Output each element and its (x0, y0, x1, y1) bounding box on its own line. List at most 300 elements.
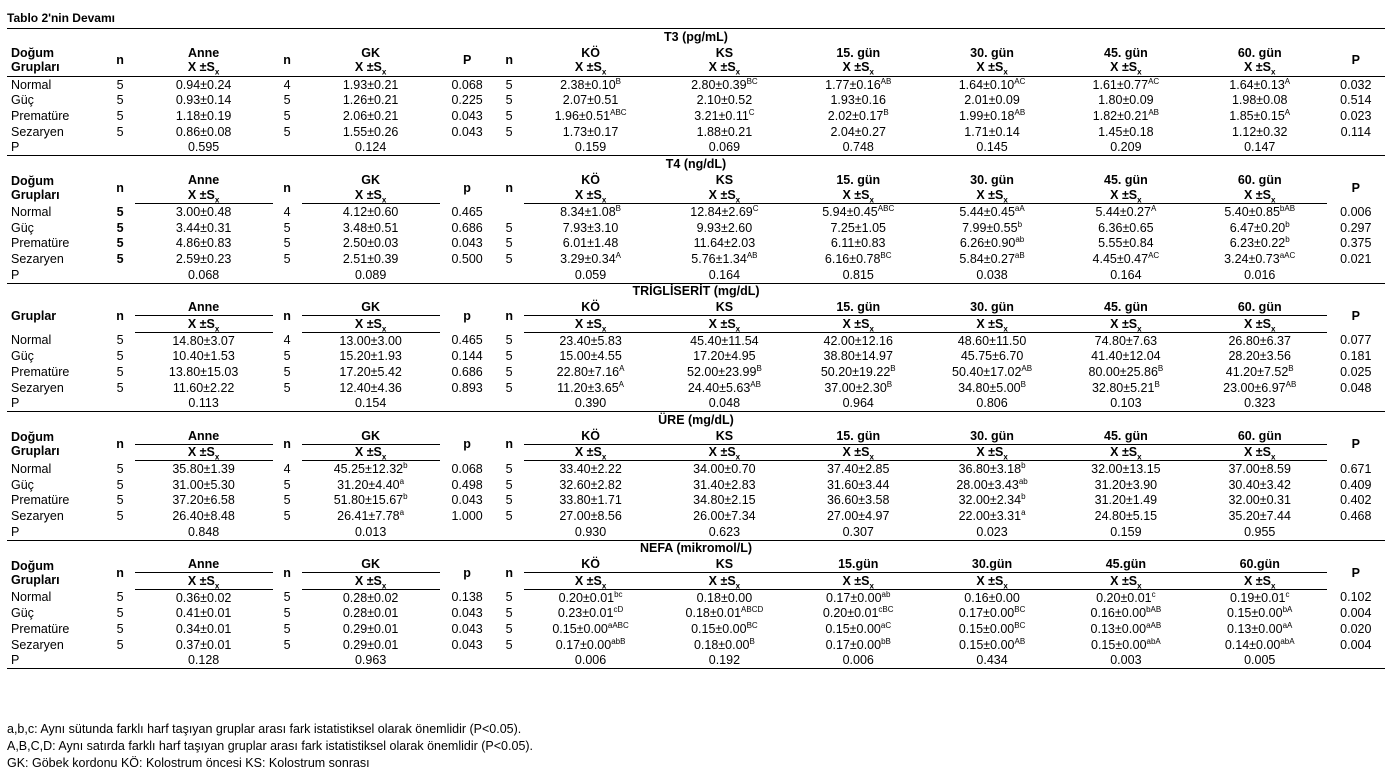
column-header: KÖ (524, 556, 658, 572)
table-cell: 1.93±0.16 (830, 93, 886, 108)
column-header: 30. gün (970, 172, 1014, 187)
table-cell: 0.181 (1340, 349, 1372, 364)
table-cell (495, 139, 524, 155)
table-cell: $23.00\pm 6.97^{AB}$ (1223, 379, 1297, 395)
table-cell: 5 (505, 477, 513, 492)
table-cell: 6.26±0.90$^{ab}$ (959, 235, 1025, 251)
table-cell: $32.80\pm 5.21^B$ (1091, 379, 1160, 395)
column-header: KÖ (524, 428, 658, 444)
table-cell: 5 (283, 349, 291, 364)
section-title-row (7, 283, 1385, 299)
table-cell: 0.595 (187, 140, 220, 155)
table-cell: 0.297 (1340, 220, 1372, 235)
column-header: 45. gün (1104, 172, 1148, 187)
table-row (7, 251, 1385, 267)
xsx-header: $X \pm S_x$ (135, 316, 273, 333)
table-row (7, 220, 1385, 236)
table-cell: 17.20±4.95 (693, 349, 756, 364)
row-label: P (11, 267, 20, 282)
row-label: Normal (11, 461, 52, 476)
table-cell: 1.26±0.21 (342, 93, 399, 108)
table-cell: $22.80\pm 7.16^A$ (556, 363, 625, 379)
table-cell: 0.34±0.01 (175, 621, 232, 636)
table-cell: $0.15\pm 0.00^{aC}$ (825, 620, 892, 636)
row-label: P (11, 396, 20, 411)
table-cell: 0.020 (1340, 621, 1372, 636)
table-row (7, 461, 1385, 477)
table-cell: $5.94\pm 0.45^{ABC}$ (822, 203, 895, 220)
section-title-row (7, 412, 1385, 428)
table-cell: $3.29\pm 0.34^A$ (560, 250, 621, 267)
table-cell: 0.124 (354, 140, 387, 155)
table-cell: 0.043 (451, 493, 483, 508)
table-cell: 0.815 (842, 267, 874, 282)
table-cell: 0.16±0.00 (964, 590, 1020, 605)
table-cell: 6.11±0.83 (830, 236, 886, 251)
table-cell: 0.806 (976, 396, 1008, 411)
xsx-header: $X \pm S_x$ (925, 444, 1059, 461)
table-cell: 34.80±2.15 (693, 493, 756, 508)
table-cell: 0.006 (1340, 204, 1372, 219)
xsx-header: $X \pm S_x$ (302, 444, 440, 461)
table-cell: $1.61\pm 0.77^{AC}$ (1092, 76, 1160, 92)
table-cell: 5 (116, 93, 124, 108)
table-cell: 36.80±3.18$^b$ (958, 460, 1026, 477)
n-header: n (505, 437, 513, 452)
table-cell: $0.18\pm 0.00^B$ (693, 636, 755, 652)
table-cell: 6.23±0.22$^b$ (1229, 235, 1290, 251)
header-row-top (7, 172, 1385, 188)
table-cell: 5 (505, 621, 513, 636)
column-header: 15. gün (836, 172, 881, 187)
table-row (7, 124, 1385, 140)
table-cell: 1.000 (451, 509, 483, 524)
table-title: Tablo 2'nin Devamı (7, 11, 115, 25)
table-cell: $1.99\pm 0.18^{AB}$ (958, 107, 1026, 123)
xsx-header: $X \pm S_x$ (524, 573, 658, 590)
table-cell: 5 (505, 108, 513, 123)
table-cell: $5.84\pm 0.27^{aB}$ (959, 250, 1025, 267)
table-row (7, 332, 1385, 348)
table-cell: $37.00\pm 2.30^B$ (824, 379, 893, 395)
table-cell: $1.64\pm 0.10^{AC}$ (958, 76, 1026, 92)
n-header: n (505, 308, 513, 323)
table-cell: 0.465 (451, 204, 483, 219)
n-header: n (106, 45, 135, 77)
column-header: 45. gün (1059, 428, 1193, 444)
table-cell: $0.13\pm 0.00^{aA}$ (1227, 620, 1293, 636)
table-cell (273, 524, 302, 540)
row-label: Sezaryen (11, 380, 64, 395)
table-cell: 0.930 (574, 524, 607, 539)
table-cell: 30.40±3.42 (1228, 477, 1291, 492)
table-cell: 35.80±1.39 (172, 462, 235, 477)
table-cell: $0.17\pm 0.00^{abB}$ (555, 636, 626, 652)
column-header: 60.gün (1193, 556, 1327, 572)
table-cell: 0.003 (1059, 652, 1193, 668)
table-cell: 0.225 (451, 93, 483, 108)
table-cell: 0.077 (1340, 333, 1372, 348)
table-cell: 0.434 (925, 652, 1059, 668)
xsx-header: $X \pm S_x$ (135, 573, 273, 590)
xsx-header: $X \pm S_x$ (1193, 444, 1327, 461)
table-cell: 5 (505, 124, 513, 139)
table-cell: 5 (116, 590, 124, 605)
table-cell: 1.71±0.14 (964, 124, 1020, 139)
table-cell: 5 (505, 364, 513, 379)
table-cell: 74.80±7.63 (1094, 333, 1158, 348)
row-label: P (11, 524, 20, 539)
footnote-uppercase: A,B,C,D: Aynı satırda farklı harf taşıyan gruplar arası fark istatistiksel olarak önemlidir (P<0.05). (7, 739, 534, 753)
table-cell: 0.323 (1244, 396, 1276, 411)
row-label: Prematüre (11, 493, 70, 508)
table-cell (1327, 652, 1385, 668)
table-cell: 0.004 (1340, 637, 1372, 652)
table-cell: 48.60±11.50 (957, 333, 1027, 348)
table-cell (106, 652, 135, 668)
section-title: ÜRE (mg/dL) (7, 412, 1385, 428)
column-header: KS (657, 299, 791, 315)
table-cell: 13.80±15.03 (168, 364, 239, 379)
table-cell: 5 (283, 477, 291, 492)
row-label: Sezaryen (11, 124, 64, 139)
table-cell: 3.00±0.48 (175, 205, 232, 220)
section-title-row (7, 29, 1385, 45)
xsx-header: $X \pm S_x$ (302, 188, 440, 204)
table-cell: 5 (283, 590, 291, 605)
column-header: 60. gün (1193, 299, 1327, 315)
table-cell: 4.12±0.60 (342, 205, 399, 220)
table-cell: 5 (116, 621, 124, 636)
table-row (7, 204, 1385, 220)
table-cell: 0.159 (574, 140, 607, 155)
table-cell: 0.144 (451, 349, 483, 364)
row-label: Güç (11, 220, 34, 235)
table-cell: 0.623 (708, 524, 741, 539)
group-header: Gruplar (11, 308, 57, 323)
table-cell (440, 652, 495, 668)
table-cell: 23.40±5.83 (559, 333, 622, 348)
table-cell: 5 (283, 220, 291, 235)
row-label: Prematüre (11, 364, 70, 379)
table-cell: 4.86±0.83 (175, 236, 232, 251)
table-cell: 5 (283, 364, 291, 379)
table-cell: $6.16\pm 0.78^{BC}$ (824, 250, 892, 267)
table-cell (1327, 139, 1385, 155)
p-value-row (7, 652, 1385, 668)
xsx-header: $X \pm S_x$ (1059, 444, 1193, 461)
table-cell: 15.00±4.55 (559, 349, 622, 364)
table-cell: 5 (505, 252, 513, 267)
table-row (7, 236, 1385, 252)
table-cell: $3.24\pm 0.73^{aAC}$ (1224, 250, 1296, 267)
row-label: Normal (11, 204, 52, 219)
header-row-top (7, 428, 1385, 444)
header-row-bottom (7, 573, 1385, 590)
table-cell: 6.36±0.65 (1098, 220, 1154, 235)
table-cell: 5 (116, 606, 124, 621)
table-cell (1327, 524, 1385, 540)
table-cell: 37.40±2.85 (826, 462, 890, 477)
table-cell: $50.20\pm 19.22^B$ (820, 363, 896, 379)
table-cell (440, 395, 495, 411)
table-cell: 0.068 (451, 461, 483, 476)
table-cell: 5 (116, 349, 124, 364)
table-cell: 4 (283, 77, 291, 92)
n-header: n (116, 180, 124, 195)
n-header: n (283, 437, 291, 452)
table-cell: 0.068 (187, 267, 220, 282)
column-header: KÖ (524, 299, 658, 315)
table-cell (495, 652, 524, 668)
table-cell: 10.40±1.53 (172, 349, 235, 364)
table-cell: 7.99±0.55$^b$ (962, 219, 1023, 235)
table-cell: $1.64\pm 0.13^A$ (1229, 76, 1291, 92)
xsx-header: $X \pm S_x$ (925, 316, 1059, 333)
table-cell: 11.64±2.03 (693, 236, 756, 251)
table-cell: 1.98±0.08 (1231, 93, 1288, 108)
row-label: Normal (11, 333, 52, 348)
table-cell: 15.20±1.93 (339, 349, 402, 364)
row-label: Güç (11, 477, 34, 492)
table-cell: 5 (505, 236, 513, 251)
table-cell: 0.748 (842, 140, 874, 155)
n-header: n (283, 308, 291, 323)
table-cell (440, 267, 495, 283)
section-title-row (7, 540, 1385, 556)
table-cell: 5 (283, 108, 291, 123)
table-cell: 5 (505, 380, 513, 395)
n-header: n (283, 565, 291, 580)
row-label: Sezaryen (11, 509, 64, 524)
table-cell: 0.113 (188, 396, 219, 411)
table-cell: 5 (505, 606, 513, 621)
row-label: Normal (11, 77, 52, 92)
table-cell: 5 (283, 606, 291, 621)
table-cell: 0.514 (1340, 93, 1372, 108)
xsx-header: $X \pm S_x$ (791, 316, 925, 333)
footnote-abbreviations: GK: Göbek kordonu KÖ: Kolostrum öncesi KS: Kolostrum sonrası (7, 756, 370, 770)
table-cell: $50.40\pm 17.02^{AB}$ (952, 363, 1033, 379)
table-cell: 26.80±6.37 (1228, 333, 1291, 348)
table-cell: $0.23\pm 0.01^{cD}$ (557, 605, 624, 621)
table-cell: 0.17±0.00$^{ab}$ (826, 589, 891, 605)
table-cell: 1.93±0.21 (342, 77, 399, 92)
row-label: Normal (11, 590, 52, 605)
xsx-header: $X \pm S_x$ (1193, 188, 1327, 204)
table-cell: 5 (283, 124, 291, 139)
table-cell: 0.671 (1340, 461, 1372, 476)
table-cell: 5 (116, 77, 124, 92)
table-cell (273, 267, 302, 283)
table-cell: 1.73±0.17 (562, 124, 619, 139)
table-cell: 0.068 (451, 77, 483, 92)
column-header: 60. gün $X \pm S_x$ (1193, 45, 1327, 77)
table-cell: 0.41±0.01 (175, 606, 232, 621)
table-cell: 0.048 (1340, 380, 1372, 395)
xsx-header: $X \pm S_x$ (524, 188, 658, 204)
table-cell: 2.07±0.51 (562, 93, 619, 108)
table-cell: 0.192 (657, 652, 791, 668)
table-cell (495, 395, 524, 411)
table-cell: $5.44\pm 0.27^A$ (1095, 203, 1157, 220)
table-row (7, 380, 1385, 396)
table-cell: 0.147 (1244, 140, 1276, 155)
group-header: Doğum Grupları (11, 173, 60, 202)
xsx-header: $X \pm S_x$ (657, 188, 791, 204)
table-cell: 31.00±5.30 (172, 477, 235, 492)
table-cell: $0.15\pm 0.00^{aABC}$ (552, 620, 629, 636)
column-header: KS (657, 428, 791, 444)
table-cell: 0.686 (451, 220, 483, 235)
column-header: 15.gün (791, 556, 925, 572)
table-cell: 31.20±1.49 (1094, 493, 1158, 508)
table-cell: 0.164 (708, 267, 741, 282)
table-cell: 32.00±13.15 (1091, 462, 1161, 477)
xsx-header: $X \pm S_x$ (302, 573, 440, 590)
table-cell: 7.25±1.05 (830, 220, 886, 235)
row-label: Sezaryen (11, 637, 64, 652)
table-cell: 0.19±0.01$^c$ (1229, 589, 1290, 605)
table-row (7, 637, 1385, 653)
table-cell: $80.00\pm 25.86^B$ (1088, 363, 1164, 379)
table-cell: 28.00±3.43$^{ab}$ (956, 476, 1028, 492)
p-header: P (1351, 437, 1360, 452)
p-header: P (440, 45, 495, 77)
xsx-header: $X \pm S_x$ (925, 188, 1059, 204)
p-header: p (463, 437, 471, 452)
table-cell: 0.963 (302, 652, 440, 668)
table-cell: 34.00±0.70 (693, 462, 756, 477)
row-label: Güç (11, 349, 34, 364)
table-cell: 5 (505, 220, 513, 235)
column-header: GK (302, 299, 440, 315)
table-cell: 5 (283, 493, 291, 508)
table-cell: 9.93±2.60 (696, 220, 753, 235)
header-row-bottom (7, 188, 1385, 204)
section-title: TRİGLİSERİT (mg/dL) (7, 283, 1385, 299)
xsx-header: $X \pm S_x$ (302, 316, 440, 333)
column-header: Anne (187, 172, 220, 187)
table-cell: 1.88±0.21 (696, 124, 753, 139)
table-cell: 5 (116, 637, 124, 652)
column-header: KS (715, 172, 734, 187)
table-cell: 0.006 (524, 652, 658, 668)
table-cell: 22.00±3.31$^a$ (958, 507, 1026, 524)
table-cell: 0.93±0.14 (175, 93, 232, 108)
table-cell: $0.16\pm 0.00^{bAB}$ (1090, 605, 1162, 621)
table-cell: 0.28±0.01 (342, 606, 399, 621)
table-row (7, 108, 1385, 124)
table-cell: $0.14\pm 0.00^{abA}$ (1224, 636, 1295, 652)
table-cell: 0.032 (1340, 77, 1372, 92)
table-cell (273, 139, 302, 155)
table-cell: 45.75±6.70 (960, 349, 1024, 364)
table-cell: 0.686 (451, 364, 483, 379)
table-cell: 0.069 (708, 140, 741, 155)
table-cell: 0.468 (1340, 509, 1372, 524)
table-cell (495, 204, 524, 220)
table-cell: $0.13\pm 0.00^{aAB}$ (1090, 620, 1162, 636)
n-header: n (116, 308, 124, 323)
table-cell (495, 267, 524, 283)
table-cell: 0.498 (451, 477, 483, 492)
table-cell: $1.96\pm 0.51^{ABC}$ (554, 107, 627, 123)
table-cell: 42.00±12.16 (823, 333, 893, 348)
table-cell: 1.45±0.18 (1098, 124, 1154, 139)
column-header: 60. gün (1237, 172, 1282, 187)
table-cell: 0.37±0.01 (175, 637, 232, 652)
table-cell: 5 (116, 204, 124, 219)
table-cell: 2.10±0.52 (696, 93, 753, 108)
table-cell (1327, 395, 1385, 411)
table-cell: 0.103 (1110, 396, 1142, 411)
table-cell (495, 524, 524, 540)
table-cell: 5 (116, 509, 124, 524)
xsx-header: $X \pm S_x$ (1193, 316, 1327, 333)
table-cell: 0.048 (708, 396, 741, 411)
column-header: GK (302, 428, 440, 444)
column-header: 45. gün $X \pm S_x$ (1059, 45, 1193, 77)
table-cell: $5.44\pm 0.45^{aA}$ (959, 203, 1025, 220)
p-header: p (463, 565, 471, 580)
table-cell: 0.893 (451, 380, 483, 395)
table-cell: 33.40±2.22 (559, 462, 622, 477)
table-cell (440, 524, 495, 540)
xsx-header: $X \pm S_x$ (524, 316, 658, 333)
table-cell: 5 (505, 349, 513, 364)
p-header: P (1351, 180, 1360, 195)
table-cell: 0.18±0.00 (696, 590, 753, 605)
table-cell: $2.38\pm 0.10^B$ (560, 76, 621, 92)
table-cell: 0.402 (1340, 493, 1372, 508)
xsx-header: $X \pm S_x$ (791, 573, 925, 590)
column-header: 30. gün (925, 428, 1059, 444)
table-cell: 45.25±12.32$^b$ (333, 460, 408, 477)
table-cell: 11.60±2.22 (172, 380, 235, 395)
header-row-top (7, 299, 1385, 315)
table-cell: $2.02\pm 0.17^B$ (827, 107, 889, 123)
column-header: GK $X \pm S_x$ (302, 45, 440, 77)
table-cell: 0.409 (1340, 477, 1372, 492)
column-header: 60. gün (1193, 428, 1327, 444)
table-cell: 5 (116, 493, 124, 508)
table-cell: 5.55±0.84 (1098, 236, 1154, 251)
table-cell: 5 (283, 621, 291, 636)
table-cell: $3.21\pm 0.11^C$ (694, 107, 755, 123)
row-label: Sezaryen (11, 252, 64, 267)
table-cell: 37.20±6.58 (172, 493, 235, 508)
table-cell: $1.82\pm 0.21^{AB}$ (1092, 107, 1159, 123)
table-cell: $41.20\pm 7.52^B$ (1225, 363, 1294, 379)
table-cell: 0.465 (451, 333, 483, 348)
table-cell: 1.80±0.09 (1098, 93, 1154, 108)
xsx-header: $X \pm S_x$ (791, 444, 925, 461)
footnote-lowercase: a,b,c: Aynı sütunda farklı harf taşıyan gruplar arası fark istatistiksel olarak önemlidir (P<0.05). (7, 722, 522, 736)
row-label: Prematüre (11, 236, 70, 251)
table-cell: 0.36±0.02 (175, 590, 232, 605)
table-cell: 0.209 (1110, 140, 1142, 155)
row-label: Güç (11, 93, 34, 108)
group-header: Doğum Grupları (11, 558, 60, 587)
p-header: P (1327, 45, 1385, 77)
table-cell: 13.00±3.00 (339, 333, 402, 348)
table-cell: 0.20±0.01$^c$ (1096, 589, 1156, 605)
table-cell: 0.500 (451, 252, 483, 267)
table-cell: 0.145 (976, 140, 1008, 155)
table-cell: 5 (116, 477, 124, 492)
table-row (7, 621, 1385, 637)
